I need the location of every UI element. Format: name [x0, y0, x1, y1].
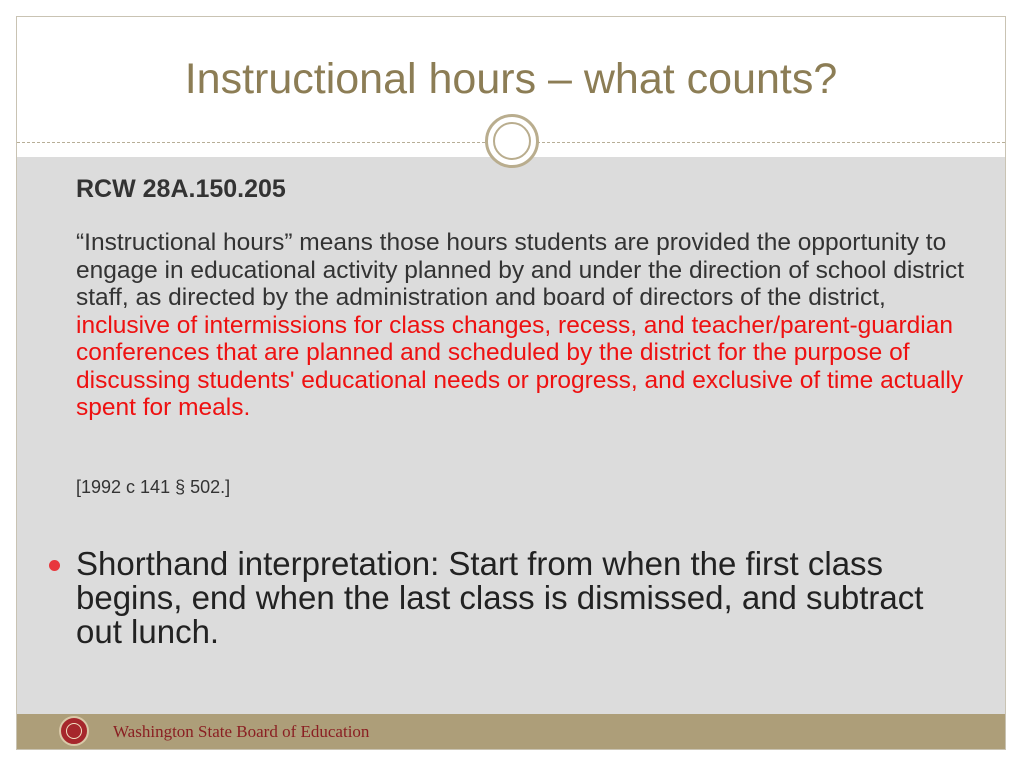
bullet-text: Shorthand interpretation: Start from when the first class begins, end when the last class is dismissed, and subtract out lunch.	[76, 545, 924, 650]
slide-title: Instructional hours – what counts?	[184, 55, 838, 103]
slide	[16, 16, 1006, 750]
circle-ornament-inner	[493, 122, 531, 160]
footer-organization: Washington State Board of Education	[113, 722, 370, 741]
definition-highlight: inclusive of intermissions for class changes, recess, and teacher/parent-guardian conferences that are planned and scheduled by the district for the purpose of discussing students' educational needs or progress, and exclusive of time actually spent for meals.	[76, 311, 964, 421]
bullet-dot-icon	[49, 560, 60, 571]
footer	[17, 714, 1005, 749]
content-area	[17, 157, 1005, 716]
statute-citation: [1992 c 141 § 502.]	[76, 477, 231, 497]
seal-logo-icon	[59, 716, 89, 746]
definition-quote	[76, 229, 976, 422]
circle-ornament-icon	[485, 114, 539, 168]
statute-heading: RCW 28A.150.205	[76, 175, 286, 203]
seal-logo-inner	[66, 723, 82, 739]
definition-text: “Instructional hours” means those hours students are provided the opportunity to engage in educational activity planned by and under the direction of school district staff, as directed by the administration and board of directors of the district,	[76, 229, 965, 311]
